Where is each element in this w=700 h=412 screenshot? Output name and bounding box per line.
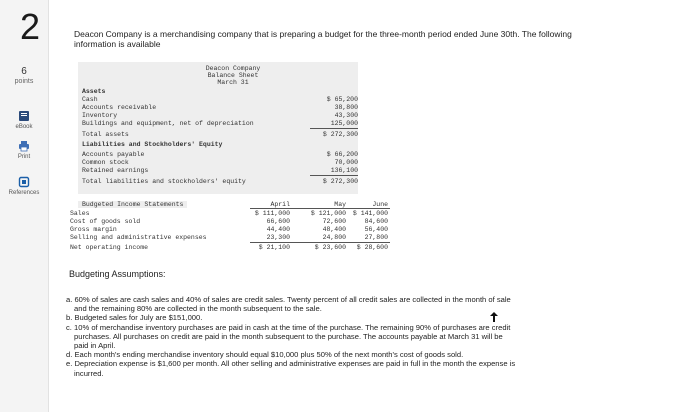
is-col-header: May [334, 201, 346, 208]
is-cell: $ 121,000 [310, 210, 346, 217]
is-row-label: Sales [70, 210, 90, 217]
question-intro [74, 29, 634, 49]
assumption-line: paid in April. [74, 341, 116, 351]
bs-row-value: 70,000 [334, 159, 358, 166]
assumption-line: b. Budgeted sales for July are $151,000. [66, 313, 203, 323]
is-cell: 72,600 [322, 218, 346, 225]
is-cell: $ 111,000 [254, 210, 290, 217]
mouse-pointer-icon [490, 312, 498, 322]
assumption-item [66, 323, 626, 351]
bs-row-label: Inventory [82, 112, 118, 119]
left-sidebar [0, 0, 49, 412]
assumption-line: e. Depreciation expense is $1,600 per month. All other selling and administrative expenses are paid in full in the month the expense is [66, 359, 516, 369]
is-rule [250, 242, 390, 243]
print-icon [18, 140, 30, 152]
assumption-line: and the remaining 80% are collected in the month subsequent to the sale. [74, 304, 322, 314]
assumptions-list [66, 295, 626, 378]
bs-row-value: 136,100 [330, 167, 358, 174]
is-cell: $ 141,000 [352, 210, 388, 217]
bs-title-date: March 31 [217, 79, 249, 86]
assumption-line: d. Each month's ending merchandise inventory should equal $10,000 plus 50% of the next month's cost of goods sold. [66, 350, 464, 360]
points-label: points [14, 78, 34, 85]
bs-title-name: Balance Sheet [207, 72, 259, 79]
is-row-label: Gross margin [70, 226, 117, 233]
references-icon [18, 176, 30, 188]
bs-rule [310, 128, 358, 129]
bs-row-label: Cash [82, 96, 98, 103]
ebook-button[interactable] [0, 110, 48, 130]
assumption-line: a. 60% of sales are cash sales and 40% of sales are credit sales. Twenty percent of all credit sales are collected in the month of sale [66, 295, 511, 304]
is-cell: $ 23,600 [314, 244, 346, 251]
bs-row-label: Liabilities and Stockholders' Equity [82, 141, 223, 148]
bs-row-value: 125,000 [330, 120, 358, 127]
bs-rule [310, 175, 358, 176]
question-number: 2 [20, 6, 41, 47]
is-cell: $ 28,600 [356, 244, 388, 251]
bs-row-label: Buildings and equipment, net of depreciation [82, 120, 254, 127]
intro-line-2: information is available [74, 39, 161, 49]
assumption-item [66, 350, 626, 359]
bs-row-label: Assets [82, 88, 106, 95]
is-cell: 23,300 [266, 234, 290, 241]
bs-row-label: Accounts receivable [82, 104, 157, 111]
references-label: References [8, 190, 40, 196]
bs-row-label: Total assets [82, 131, 129, 138]
is-cell: 27,800 [364, 234, 388, 241]
bs-row-label: Total liabilities and stockholders' equity [82, 178, 246, 185]
assumptions-title: Budgeting Assumptions: [69, 269, 166, 279]
is-rule [250, 208, 390, 209]
bs-row-label: Accounts payable [82, 151, 145, 158]
assumption-line: incurred. [74, 368, 104, 378]
is-cell: 84,600 [364, 218, 388, 225]
assumption-line: purchases. All purchases on credit are paid in the month subsequent to the purchase. The accounts payable at March 31 will be [74, 331, 503, 341]
references-button[interactable] [0, 176, 48, 196]
print-button[interactable] [0, 140, 48, 160]
assumption-item [66, 313, 626, 322]
intro-line-1: Deacon Company is a merchandising company that is preparing a budget for the three-month period ended June 30th. The following [74, 29, 572, 39]
ebook-label: eBook [15, 124, 33, 130]
bs-row-label: Common stock [82, 159, 129, 166]
is-header-label: Budgeted Income Statements [78, 201, 187, 208]
points-value: 6 [21, 66, 27, 77]
income-statement-table [70, 199, 390, 257]
assumption-line: c. 10% of merchandise inventory purchases are paid in cash at the time of the purchase. The remaining 90% of purchases are credit [66, 322, 511, 332]
is-col-header: April [270, 201, 290, 208]
print-label: Print [17, 154, 31, 160]
is-cell: 56,400 [364, 226, 388, 233]
bs-row-value: 43,300 [334, 112, 358, 119]
is-col-header: June [372, 201, 388, 208]
assumption-item [66, 359, 626, 377]
is-row-label: Cost of goods sold [70, 218, 141, 225]
is-cell: 48,400 [322, 226, 346, 233]
book-icon [18, 110, 30, 122]
is-cell: 24,800 [322, 234, 346, 241]
bs-row-value: $ 272,300 [322, 178, 358, 185]
bs-row-label: Retained earnings [82, 167, 149, 174]
assumption-item [66, 295, 626, 313]
is-row-label: Net operating income [70, 244, 149, 251]
bs-row-value: $ 272,300 [322, 131, 358, 138]
balance-sheet-table [78, 62, 358, 194]
is-cell: 44,400 [266, 226, 290, 233]
bs-row-value: $ 66,200 [326, 151, 358, 158]
bs-title-company: Deacon Company [205, 65, 261, 72]
is-cell: 66,600 [266, 218, 290, 225]
bs-row-value: $ 65,200 [326, 96, 358, 103]
bs-row-value: 38,800 [334, 104, 358, 111]
is-row-label: Selling and administrative expenses [70, 234, 207, 241]
is-cell: $ 21,100 [258, 244, 290, 251]
